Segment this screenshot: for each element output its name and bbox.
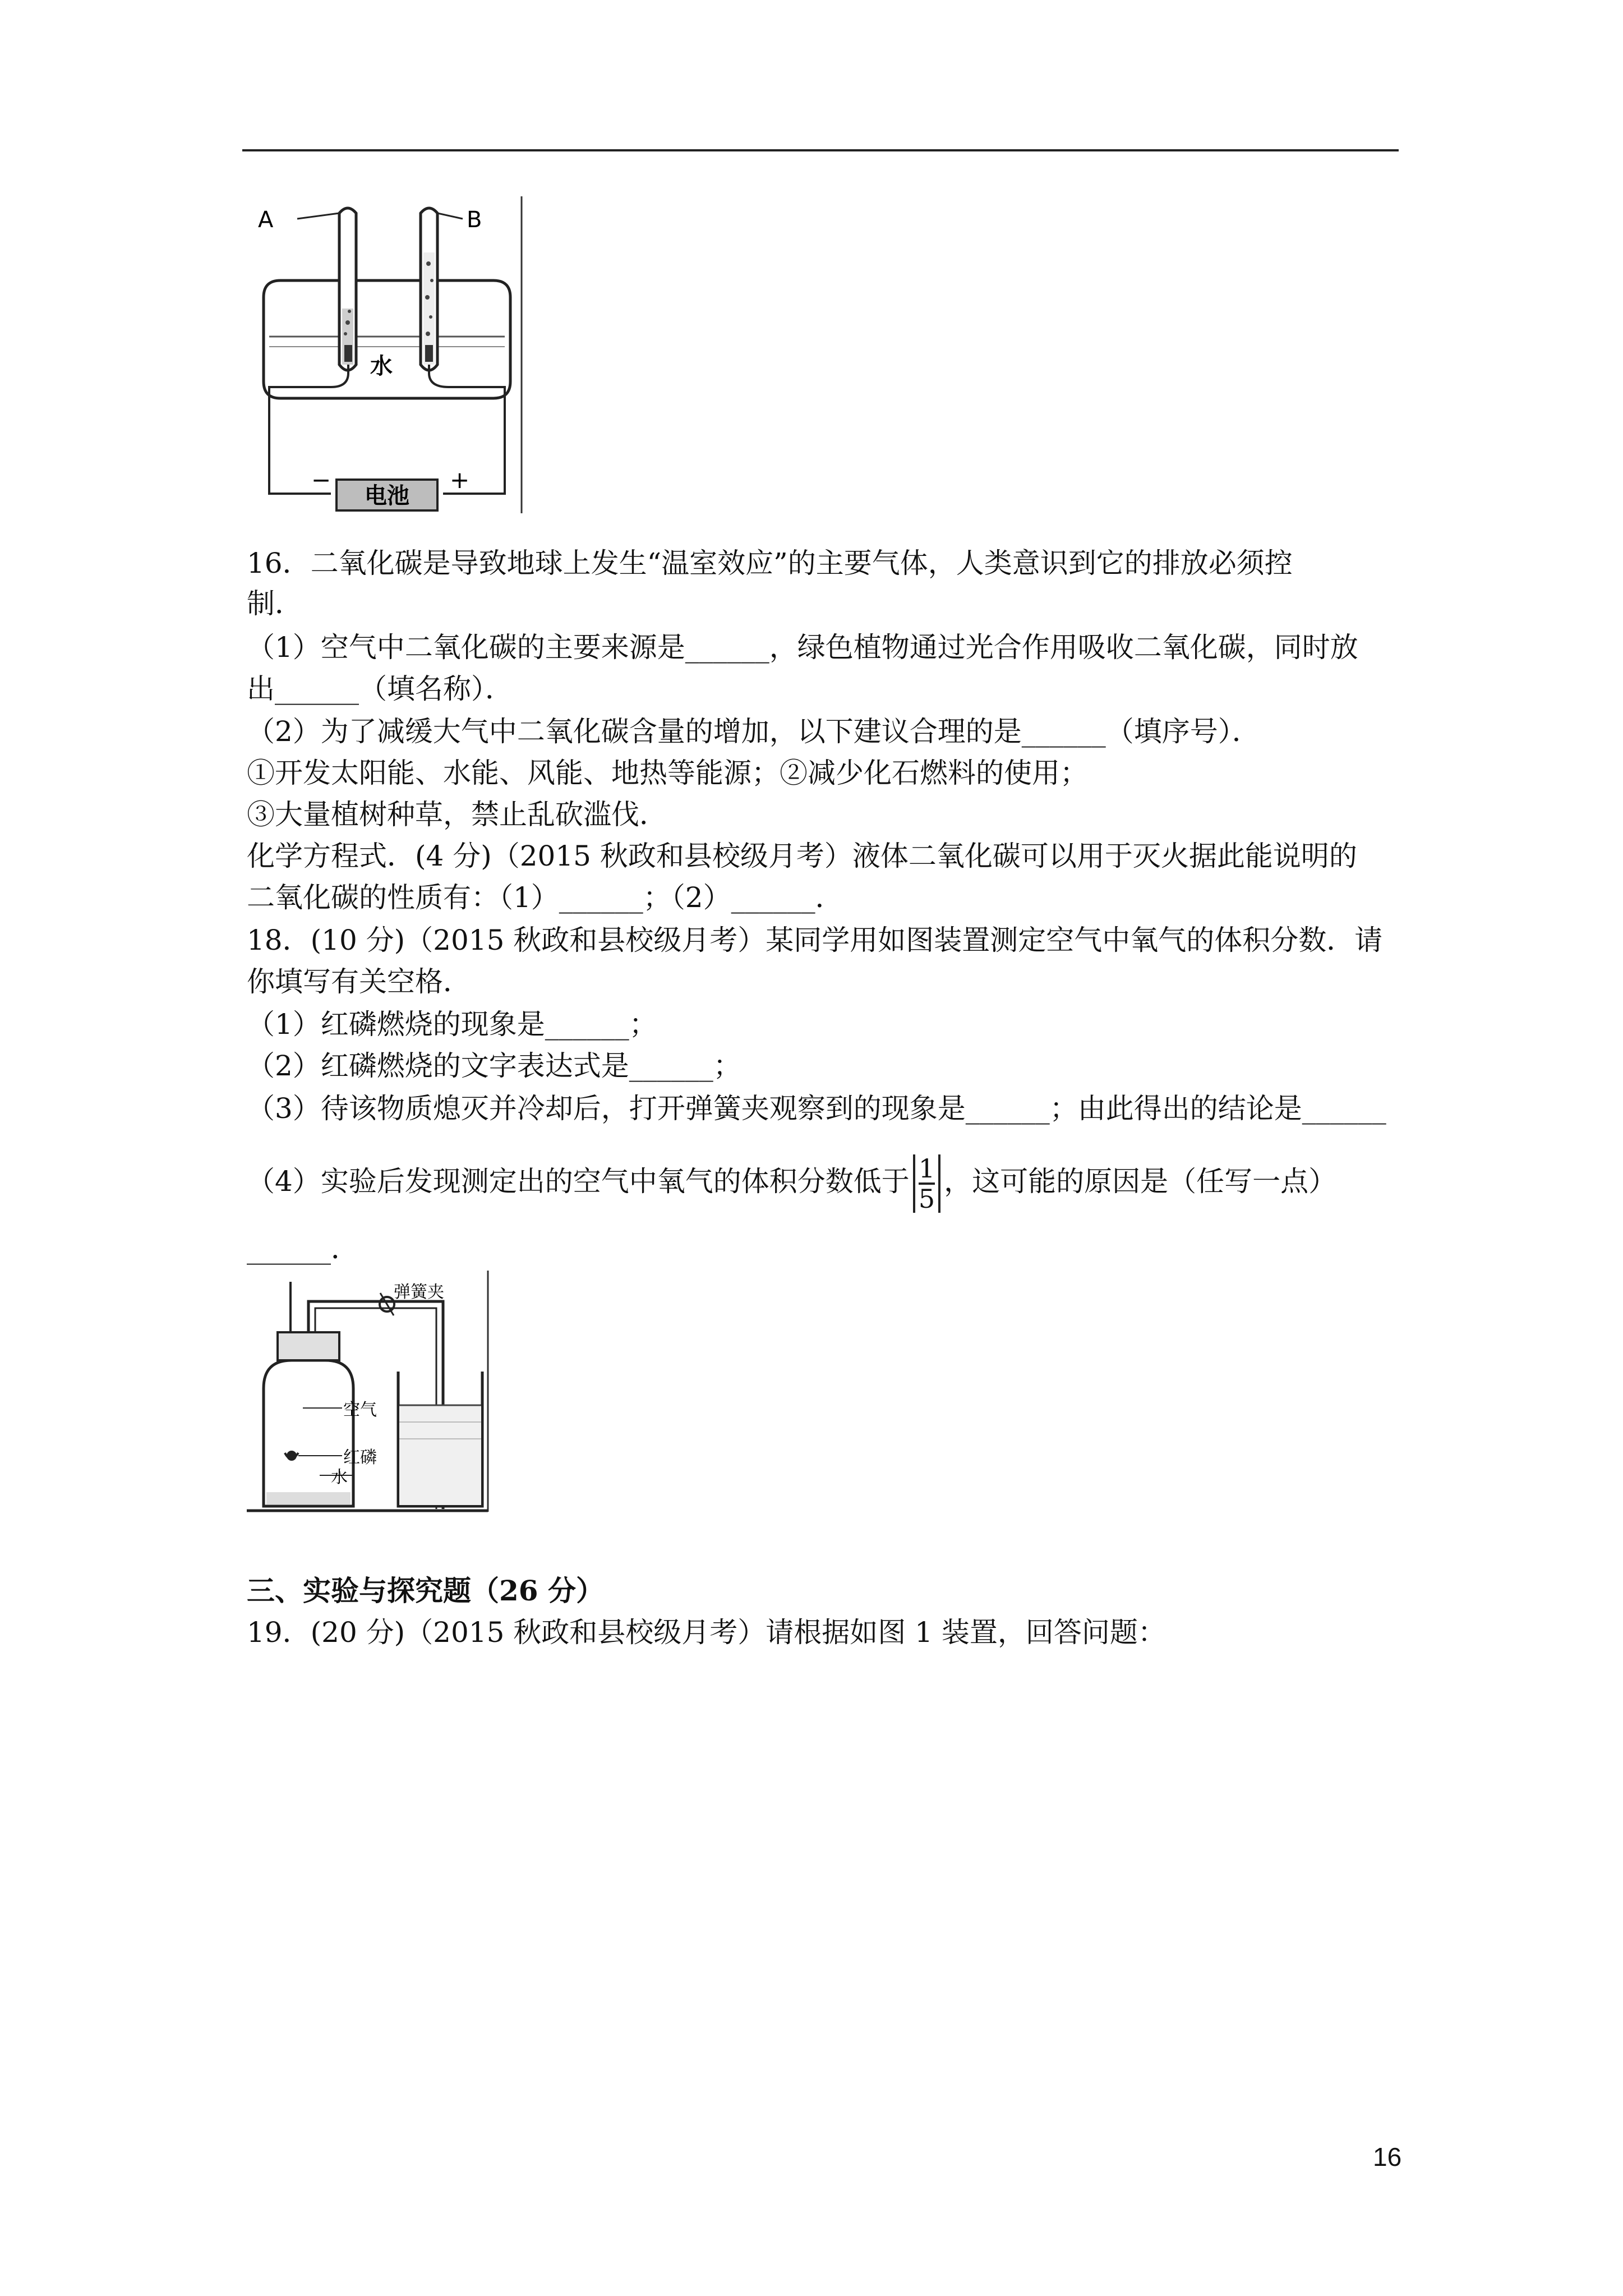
- q18-line-4: （2）红磷燃烧的文字表达式是______；: [247, 1050, 741, 1082]
- water-label: 水: [370, 353, 393, 379]
- fraction-denominator: 5: [918, 1184, 935, 1214]
- q18-line-1: 18．(10 分)（2015 秋政和县校级月考）某同学用如图装置测定空气中氧气的体积分数．请: [247, 924, 1383, 956]
- fraction-one-fifth: [913, 1154, 940, 1213]
- fraction-numerator: 1: [918, 1153, 935, 1184]
- q19-line-1: 19．(20 分)（2015 秋政和县校级月考）请根据如图 1 装置，回答问题：: [247, 1616, 1166, 1649]
- red-phosphorus-label: 红磷: [343, 1448, 377, 1467]
- q18-line-6-after: ，这可能的原因是（任写一点）: [944, 1165, 1337, 1198]
- battery-plus-label: +: [450, 466, 470, 494]
- section-3-title: 三、实验与探究题（26 分）: [247, 1574, 604, 1607]
- q18-line-7: ______．: [247, 1232, 359, 1265]
- q16-line-5: （2）为了减缓大气中二氧化碳含量的增加，以下建议合理的是______（填序号）．: [247, 715, 1260, 748]
- air-label: 空气: [343, 1400, 377, 1420]
- q16-line-4: 出______（填名称）．: [247, 673, 513, 705]
- q16-line-3: （1）空气中二氧化碳的主要来源是______，绿色植物通过光合作用吸收二氧化碳，同时放: [247, 631, 1358, 664]
- q16-line-6: ①开发太阳能、水能、风能、地热等能源；②减少化石燃料的使用；: [247, 757, 1088, 789]
- q18-line-6-before: （4）实验后发现测定出的空气中氧气的体积分数低于: [247, 1165, 910, 1198]
- header-rule: [242, 149, 1399, 151]
- water-label-2: 水: [331, 1467, 348, 1487]
- battery-minus-label: −: [311, 466, 331, 494]
- q16-line-7: ③大量植树种草，禁止乱砍滥伐．: [247, 798, 667, 831]
- q18-line-2: 你填写有关空格．: [247, 965, 471, 998]
- q18-line-6: [247, 1154, 1336, 1213]
- q18-line-5: （3）待该物质熄灭并冷却后，打开弹簧夹观察到的现象是______；由此得出的结论是______: [247, 1092, 1386, 1125]
- oxygen-measurement-figure: [247, 1271, 494, 1517]
- page-number: 16: [1373, 2142, 1402, 2171]
- electrolysis-figure: [247, 196, 527, 516]
- q16-line-1: 16．二氧化碳是导致地球上发生“温室效应”的主要气体，人类意识到它的排放必须控: [247, 547, 1293, 579]
- battery-label: 电池: [365, 483, 409, 509]
- q16-line-2: 制．: [247, 587, 303, 620]
- tube-b-label: B: [467, 207, 482, 233]
- q18-line-3: （1）红磷燃烧的现象是______；: [247, 1008, 657, 1041]
- tube-a-label: A: [258, 207, 274, 233]
- q17-line-2: 二氧化碳的性质有：（1）______；（2）______．: [247, 881, 843, 914]
- q17-line-1: 化学方程式．(4 分)（2015 秋政和县校级月考）液体二氧化碳可以用于灭火据此能说明的: [247, 840, 1357, 872]
- clamp-label: 弹簧夹: [394, 1282, 444, 1302]
